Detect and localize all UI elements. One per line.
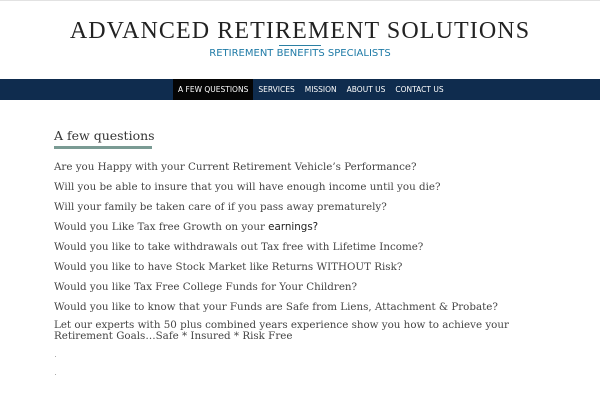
nav-item-about-us[interactable]: ABOUT US (346, 85, 386, 94)
question-text: Would you like to know that your Funds are Safe from Liens, Attachment & Probate? (54, 301, 498, 313)
stray-dot (55, 374, 56, 375)
question-text: Would you like Tax Free College Funds for Your Children? (54, 281, 358, 293)
question-text: Will you be able to insure that you will have enough income until you die? (54, 181, 441, 193)
question-text: Would you like to take withdrawals out Tax free with Lifetime Income? (54, 241, 424, 253)
question-text: Will your family be taken care of if you pass away prematurely? (54, 201, 387, 213)
question-text: Would you like to have Stock Market like Returns WITHOUT Risk? (54, 261, 403, 273)
main-nav (0, 79, 600, 100)
question-item (54, 200, 554, 220)
question-item (54, 300, 554, 320)
question-list (54, 160, 554, 320)
nav-item-mission[interactable]: MISSION (304, 85, 337, 94)
stray-dot (55, 356, 56, 357)
nav-item-a-few-questions[interactable]: A FEW QUESTIONS (173, 79, 253, 100)
nav-item-services[interactable]: SERVICES (258, 85, 295, 94)
question-text-suffix: earnings? (268, 221, 319, 233)
closing-statement: Let our experts with 50 plus combined years experience show you how to achieve your Retirement Goals…Safe * Insured * Risk Free (54, 319, 509, 342)
question-item (54, 180, 554, 200)
title-underline (54, 146, 152, 149)
site-title[interactable]: ADVANCED RETIREMENT SOLUTIONS (69, 18, 531, 44)
question-item (54, 280, 554, 300)
tagline-rule (279, 45, 321, 46)
nav-menu (173, 79, 449, 100)
page-title: A few questions (54, 128, 155, 143)
question-item (54, 160, 554, 180)
question-item (54, 260, 554, 280)
question-text: Would you Like Tax free Growth on your (54, 221, 265, 233)
question-item (54, 220, 554, 240)
nav-item-contact-us[interactable]: CONTACT US (395, 85, 444, 94)
question-text: Are you Happy with your Current Retirement Vehicle’s Performance? (54, 161, 417, 173)
site-header (0, 0, 600, 79)
site-tagline: RETIREMENT BENEFITS SPECIALISTS (209, 48, 391, 59)
question-item (54, 240, 554, 260)
